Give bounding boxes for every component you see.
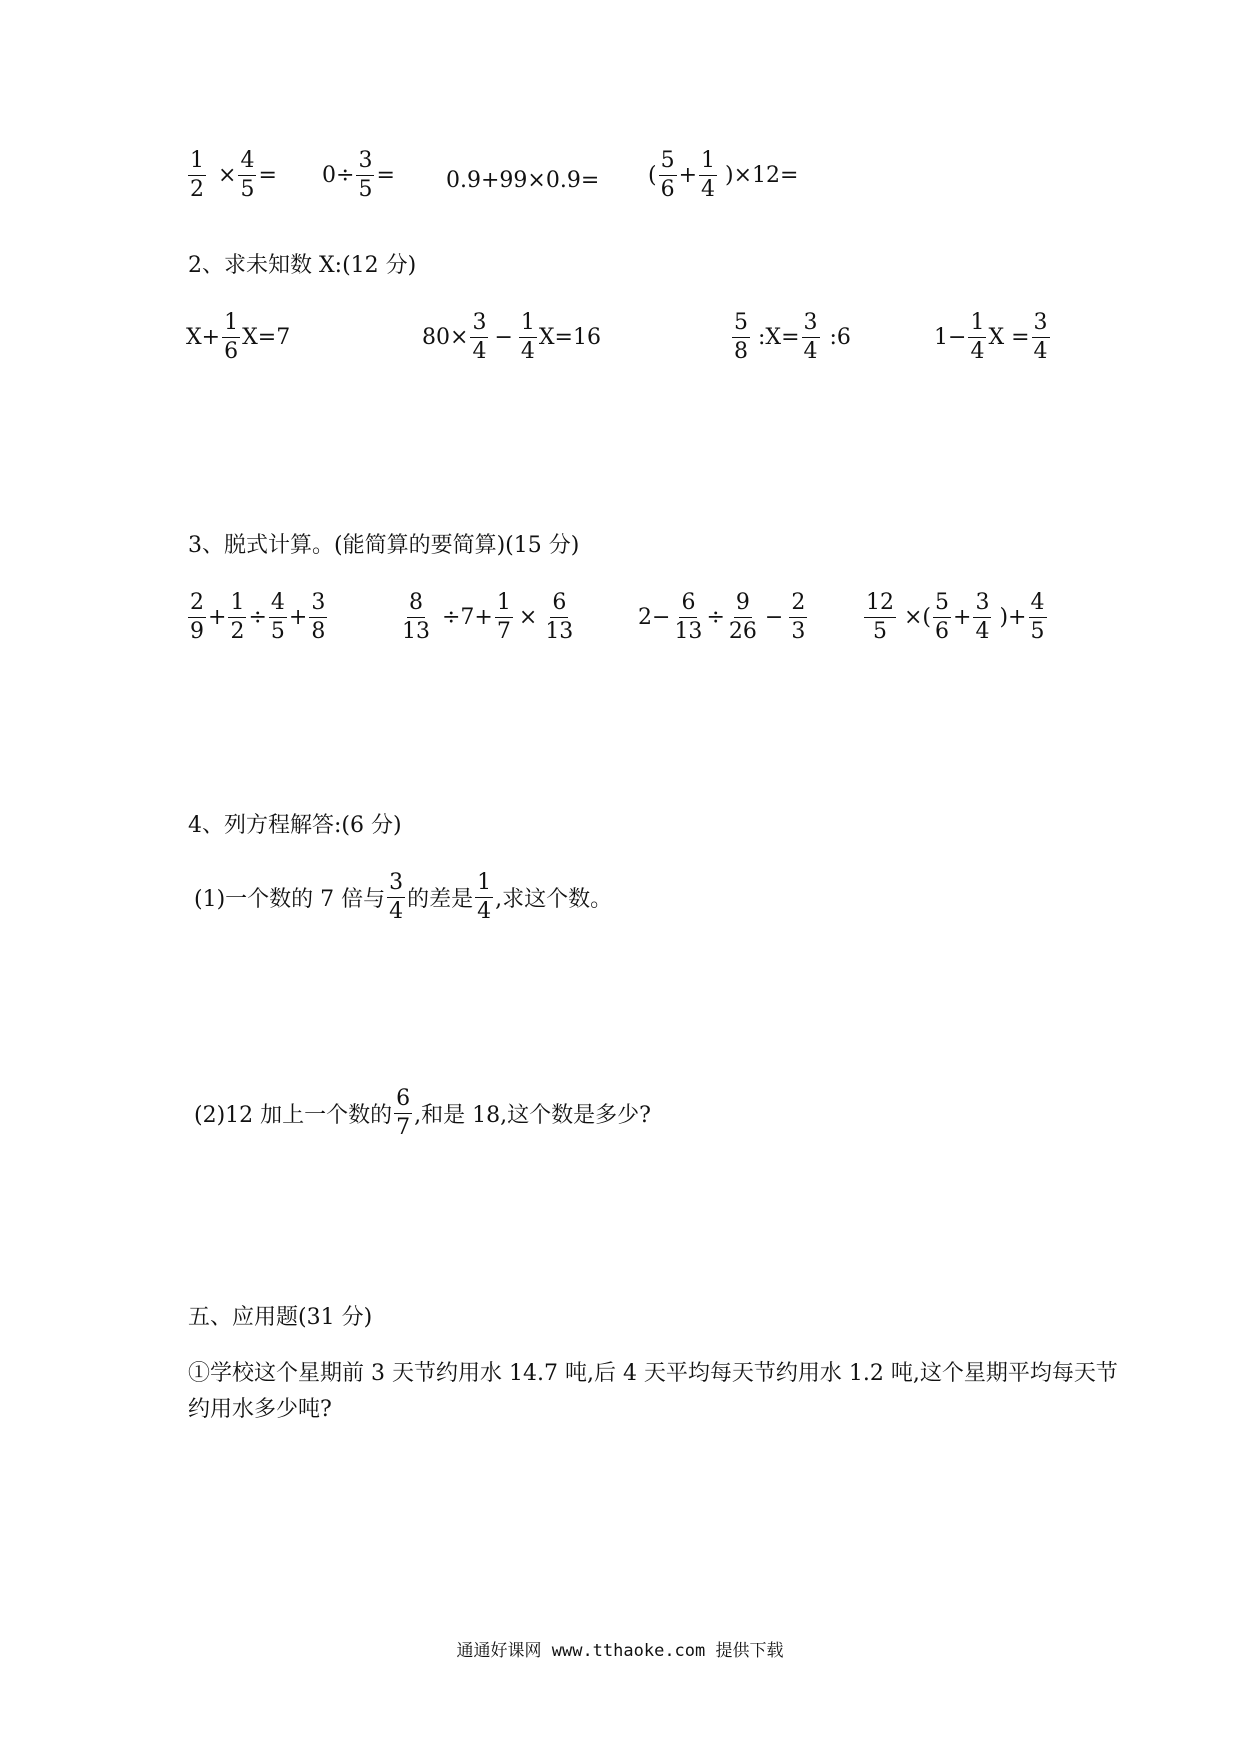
fraction: $\frac{4}{5}$ — [240, 148, 255, 202]
fraction: $\frac{1}{4}$ — [520, 310, 535, 364]
fraction: $\frac{9}{26}$ — [728, 590, 757, 644]
fraction: $\frac{1}{4}$ — [970, 310, 985, 364]
fraction: $\frac{1}{2}$ — [230, 590, 245, 644]
fraction: $\frac{3}{4}$ — [389, 870, 404, 924]
word-problem-1: (1)一个数的 7 倍与 $\frac{3}{4}$ 的差是 $\frac{1}{4}$ ,求这个数。 — [194, 870, 613, 924]
footer-source: 通通好课网 www.tthaoke.com 提供下载 — [456, 1641, 784, 1661]
calc-2: $\frac{8}{13}$ ÷7+ $\frac{1}{7}$ × $\frac{6}{13}$ — [402, 590, 574, 644]
fraction: $\frac{5}{6}$ — [935, 590, 950, 644]
equation-2: 80× $\frac{3}{4}$ − $\frac{1}{4}$ X=16 — [422, 310, 601, 364]
fraction: $\frac{1}{2}$ — [190, 148, 204, 202]
fraction: $\frac{6}{7}$ — [396, 1086, 411, 1140]
fraction: $\frac{3}{8}$ — [311, 590, 326, 644]
expr-3: 0.9+99×0.9= — [446, 168, 600, 193]
fraction: $\frac{3}{4}$ — [1033, 310, 1048, 364]
calc-1: $\frac{2}{9}$ + $\frac{1}{2}$ ÷ $\frac{4}{5}$ + $\frac{3}{8}$ — [190, 590, 326, 644]
equation-1: X+ $\frac{1}{6}$ X=7 — [186, 310, 291, 364]
expr-2: 0÷ $\frac{3}{5}$ = — [322, 148, 395, 202]
fraction: $\frac{1}{7}$ — [496, 590, 511, 644]
section4-heading: 4、列方程解答:(6 分) — [188, 813, 402, 838]
fraction: $\frac{2}{9}$ — [190, 590, 204, 644]
fraction: $\frac{3}{5}$ — [358, 148, 373, 202]
section2-heading: 2、求未知数 X:(12 分) — [188, 253, 417, 278]
fraction: $\frac{6}{13}$ — [674, 590, 703, 644]
equation-3: $\frac{5}{8}$ :X= $\frac{3}{4}$ :6 — [734, 310, 851, 364]
expr-1: $\frac{1}{2}$ × $\frac{4}{5}$ = — [190, 148, 277, 202]
fraction: $\frac{3}{4}$ — [803, 310, 818, 364]
fraction: $\frac{1}{4}$ — [701, 148, 716, 202]
fraction: $\frac{1}{6}$ — [224, 310, 239, 364]
fraction: $\frac{4}{5}$ — [1030, 590, 1045, 644]
fraction: $\frac{3}{4}$ — [975, 590, 990, 644]
fraction: $\frac{2}{3}$ — [791, 590, 806, 644]
fraction: $\frac{6}{13}$ — [545, 590, 574, 644]
section3-heading: 3、脱式计算。(能简算的要简算)(15 分) — [188, 533, 580, 558]
section5-heading: 五、应用题(31 分) — [188, 1305, 373, 1330]
fraction: $\frac{4}{5}$ — [270, 590, 285, 644]
fraction: $\frac{5}{8}$ — [734, 310, 748, 364]
fraction: $\frac{3}{4}$ — [472, 310, 487, 364]
calc-4: $\frac{12}{5}$ ×( $\frac{5}{6}$ + $\frac{3}{4}$ )+ $\frac{4}{5}$ — [866, 590, 1045, 644]
calc-3: 2− $\frac{6}{13}$ ÷ $\frac{9}{26}$ − $\frac{2}{3}$ — [638, 590, 806, 644]
word-problem-2: (2)12 加上一个数的 $\frac{6}{7}$ ,和是 18,这个数是多少? — [194, 1086, 651, 1140]
fraction: $\frac{12}{5}$ — [866, 590, 894, 644]
fraction: $\frac{1}{4}$ — [477, 870, 492, 924]
equation-4: 1− $\frac{1}{4}$ X = $\frac{3}{4}$ — [934, 310, 1048, 364]
fraction: $\frac{5}{6}$ — [660, 148, 675, 202]
application-problem-1: ①学校这个星期前 3 天节约用水 14.7 吨,后 4 天平均每天节约用水 1.2 吨,这个星期平均每天节约用水多少吨? — [188, 1361, 1118, 1422]
fraction: $\frac{8}{13}$ — [402, 590, 430, 644]
expr-4: ( $\frac{5}{6}$ + $\frac{1}{4}$ )×12= — [648, 148, 799, 202]
